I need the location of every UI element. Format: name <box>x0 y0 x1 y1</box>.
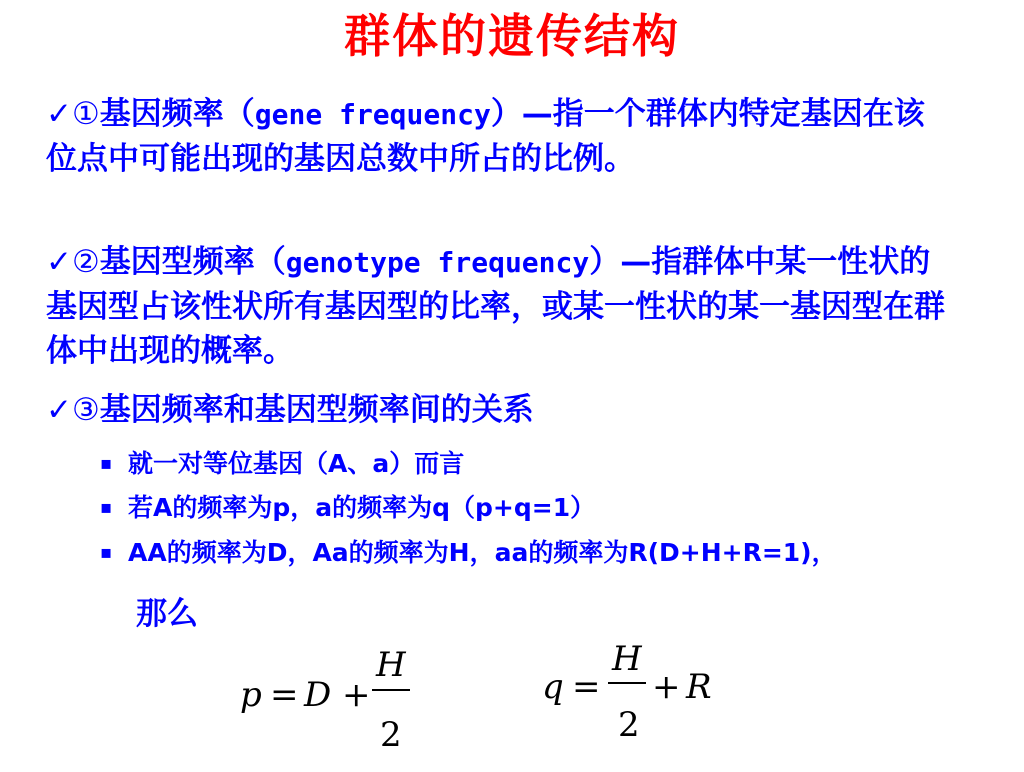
formula-q-denominator: 2 <box>618 705 640 745</box>
sub-item <box>100 535 837 571</box>
square-bullet-icon: ▪ <box>100 542 113 563</box>
item-lead: 基因频率和基因型频率间的关系 <box>99 392 534 428</box>
sub-item <box>100 490 595 526</box>
definition-genotype-frequency <box>46 240 946 373</box>
formula-p-numerator: H <box>376 645 406 685</box>
formula-q-lhs: q <box>542 667 564 707</box>
formula-p-plus: + <box>342 675 371 715</box>
item-term: genotype frequency <box>285 246 590 279</box>
sub-item-text: AA的频率为D，Aa的频率为H，aa的频率为R(D+H+R=1)， <box>128 538 837 567</box>
formula-q-r: R <box>686 667 712 707</box>
formula-p <box>230 640 430 768</box>
square-bullet-icon: ▪ <box>100 453 113 474</box>
sub-item-text: 若A的频率为p，a的频率为q（p+q=1） <box>128 493 596 522</box>
formula-p-lhs: p <box>240 675 262 715</box>
definition-gene-frequency <box>46 92 946 181</box>
item-lead: 基因型频率（ <box>99 244 286 280</box>
item-rest: ）—指群体中某一性状的基因型占该性状所有基因型的比率，或某一性状的某一基因型在群体中出现的概率。 <box>46 244 945 369</box>
item-number: ① <box>72 96 100 132</box>
formula-q-plus: + <box>652 667 681 707</box>
conclusion-label: 那么 <box>136 596 198 632</box>
check-icon: ✓ <box>46 392 72 428</box>
formula-p-equals: = <box>270 675 299 715</box>
sub-item <box>100 446 464 482</box>
item-lead: 基因频率（ <box>99 96 255 132</box>
formula-q <box>534 636 734 764</box>
formula-q-equals: = <box>572 667 601 707</box>
check-icon: ✓ <box>46 244 72 280</box>
formula-p-d: D <box>304 675 332 715</box>
item-number: ② <box>72 244 100 280</box>
square-bullet-icon: ▪ <box>100 497 113 518</box>
slide-title: 群体的遗传结构 <box>344 9 680 63</box>
check-icon: ✓ <box>46 96 72 132</box>
relationship-heading <box>46 388 946 432</box>
formula-p-denominator: 2 <box>380 715 402 755</box>
item-number: ③ <box>72 392 100 428</box>
formula-q-numerator: H <box>612 639 642 679</box>
sub-item-text: 就一对等位基因（A、a）而言 <box>128 449 465 478</box>
item-term: gene frequency <box>254 98 491 131</box>
item-rest: ）—指一个群体内特定基因在该位点中可能出现的基因总数中所占的比例。 <box>46 96 925 177</box>
